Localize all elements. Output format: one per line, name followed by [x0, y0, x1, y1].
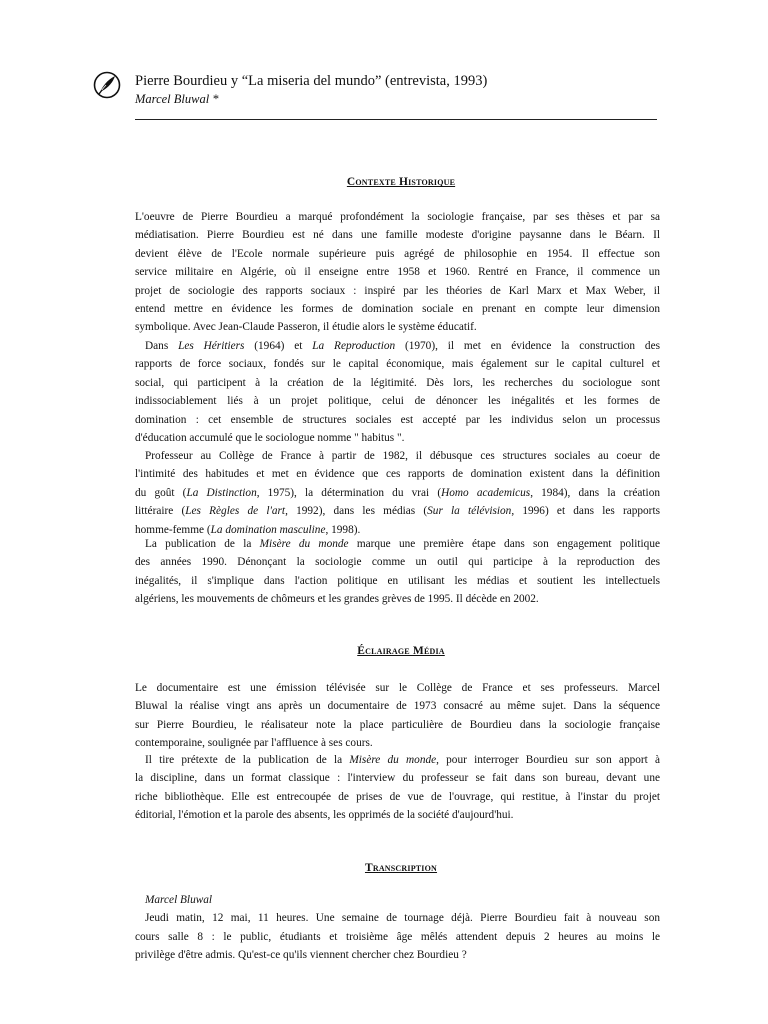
text-line: La publication de la Misère du monde marque une première étape dans son engagement politique: [145, 538, 660, 550]
text-line: littéraire (Les Règles de l'art, 1992), dans les médias (Sur la télévision, 1996) et dans les rapports: [135, 505, 660, 518]
text-line: devient élève de l'Ecole normale supérieure puis agrégé de philosophie en 1954. Il effectue son: [135, 247, 660, 260]
text-line: des années 1990. Dénonçant la sociologie comme un outil qui participe à la reproduction des: [135, 556, 660, 569]
text-line: du goût (La Distinction, 1975), la détermination du vrai (Homo academicus, 1984), dans la création: [135, 486, 660, 499]
header-divider: [135, 119, 657, 120]
document-author: Marcel Bluwal *: [135, 92, 219, 106]
text-line: d'éducation accumulé que le sociologue nomme " habitus ".: [135, 431, 405, 444]
transcription-block: [135, 891, 660, 965]
eclairage-paragraph-1: [135, 679, 660, 753]
section-title-transcription: Transcription: [364, 862, 438, 874]
text-line: rapports de force sociaux, fondés sur le capital économique, mais également sur le capital culturel et: [135, 358, 660, 371]
text-line: service militaire en Algérie, où il enseigne entre 1958 et 1960. Rentré en France, il commence un: [135, 266, 660, 279]
text-line: Dans Les Héritiers (1964) et La Reproduction (1970), il met en évidence la construction des: [145, 340, 660, 352]
text-line: l'intimité des habitudes et met en évidence que ces rapports de domination existent dans la définition: [135, 468, 660, 481]
text-line: algériens, les mouvements de chômeurs et les grandes grèves de 1995. Il décède en 2002.: [135, 593, 539, 606]
text-line: éditorial, l'émotion et la parole des absents, les opprimés de la société d'aujourd'hui.: [135, 809, 514, 822]
text-line: Jeudi matin, 12 mai, 11 heures. Une semaine de tournage déjà. Pierre Bourdieu fait à nouveau son: [145, 912, 660, 925]
text-line: cours salle 8 : le public, étudiants et troisième âge mêlés attendent depuis 2 heures au moins le: [135, 930, 660, 943]
text-line: entend mettre en évidence les formes de domination sociale en prenant en compte leur dimension: [135, 302, 660, 315]
text-line: indissociablement liés à un projet politique, celui de dénoncer les inégalités et les formes de: [135, 395, 660, 408]
text-line: Professeur au Collège de France à partir de 1982, il débusque ces structures sociales au coeur de: [145, 450, 660, 462]
eclairage-paragraph-2: [135, 751, 660, 825]
text-line: domination : cet ensemble de structures sociales est accepté par les individus selon un processus: [135, 413, 660, 426]
section-title-eclairage: Éclairage Média: [357, 645, 445, 657]
text-line: L'oeuvre de Pierre Bourdieu a marqué profondément la sociologie française, par ses thèses et par sa: [135, 211, 660, 223]
contexte-paragraph-2: [135, 337, 660, 447]
text-line: social, qui participent à la création de la légitimité. Dès lors, les recherches du sociologue sont: [135, 376, 660, 389]
text-line: la discipline, dans un format classique : l'interview du professeur se fait dans son bureau, devant une: [135, 772, 660, 785]
quill-logo-icon: [93, 71, 121, 99]
text-line: symbolique. Avec Jean-Claude Passeron, il étudie alors le système éducatif.: [135, 321, 477, 334]
text-line: contemporaine, soulignée par l'affluence à ses cours.: [135, 737, 373, 750]
text-line: Il tire prétexte de la publication de la Misère du monde, pour interroger Bourdieu sur son apport à: [145, 754, 660, 766]
contexte-paragraph-1: [135, 208, 660, 337]
text-line: Bluwal la réalise vingt ans après un documentaire de 1973 consacré au même sujet. Dans la séquence: [135, 700, 660, 713]
text-line: inégalités, il s'implique dans l'action politique en utilisant les médias et soutient les intellectuels: [135, 574, 660, 587]
text-line: médiatisation. Pierre Bourdieu est né dans une famille modeste d'origine paysanne dans le Béarn. Il: [135, 229, 660, 242]
contexte-paragraph-4: [135, 535, 660, 609]
text-line: riche bibliothèque. Elle est entrecoupée de prises de vue de l'ouvrage, qui restitue, à l'instar du projet: [135, 790, 660, 803]
text-line: privilège d'être admis. Qu'est-ce qu'ils viennent chercher chez Bourdieu ?: [135, 949, 467, 962]
text-line: homme-femme (La domination masculine, 1998).: [135, 523, 361, 536]
contexte-paragraph-3: [135, 447, 660, 539]
text-line: Le documentaire est une émission télévisée sur le Collège de France et ses professeurs. Marcel: [135, 682, 660, 694]
section-title-contexte: Contexte Historique: [346, 176, 456, 188]
speaker-name: Marcel Bluwal: [145, 894, 213, 906]
text-line: sur Pierre Bourdieu, le réalisateur note la place particulière de Bourdieu dans la sociologie française: [135, 718, 660, 731]
text-line: projet de sociologie des rapports sociaux : inspiré par les théories de Karl Marx et Max Weber, il: [135, 284, 660, 297]
document-title: Pierre Bourdieu y “La miseria del mundo” (entrevista, 1993): [135, 73, 488, 89]
